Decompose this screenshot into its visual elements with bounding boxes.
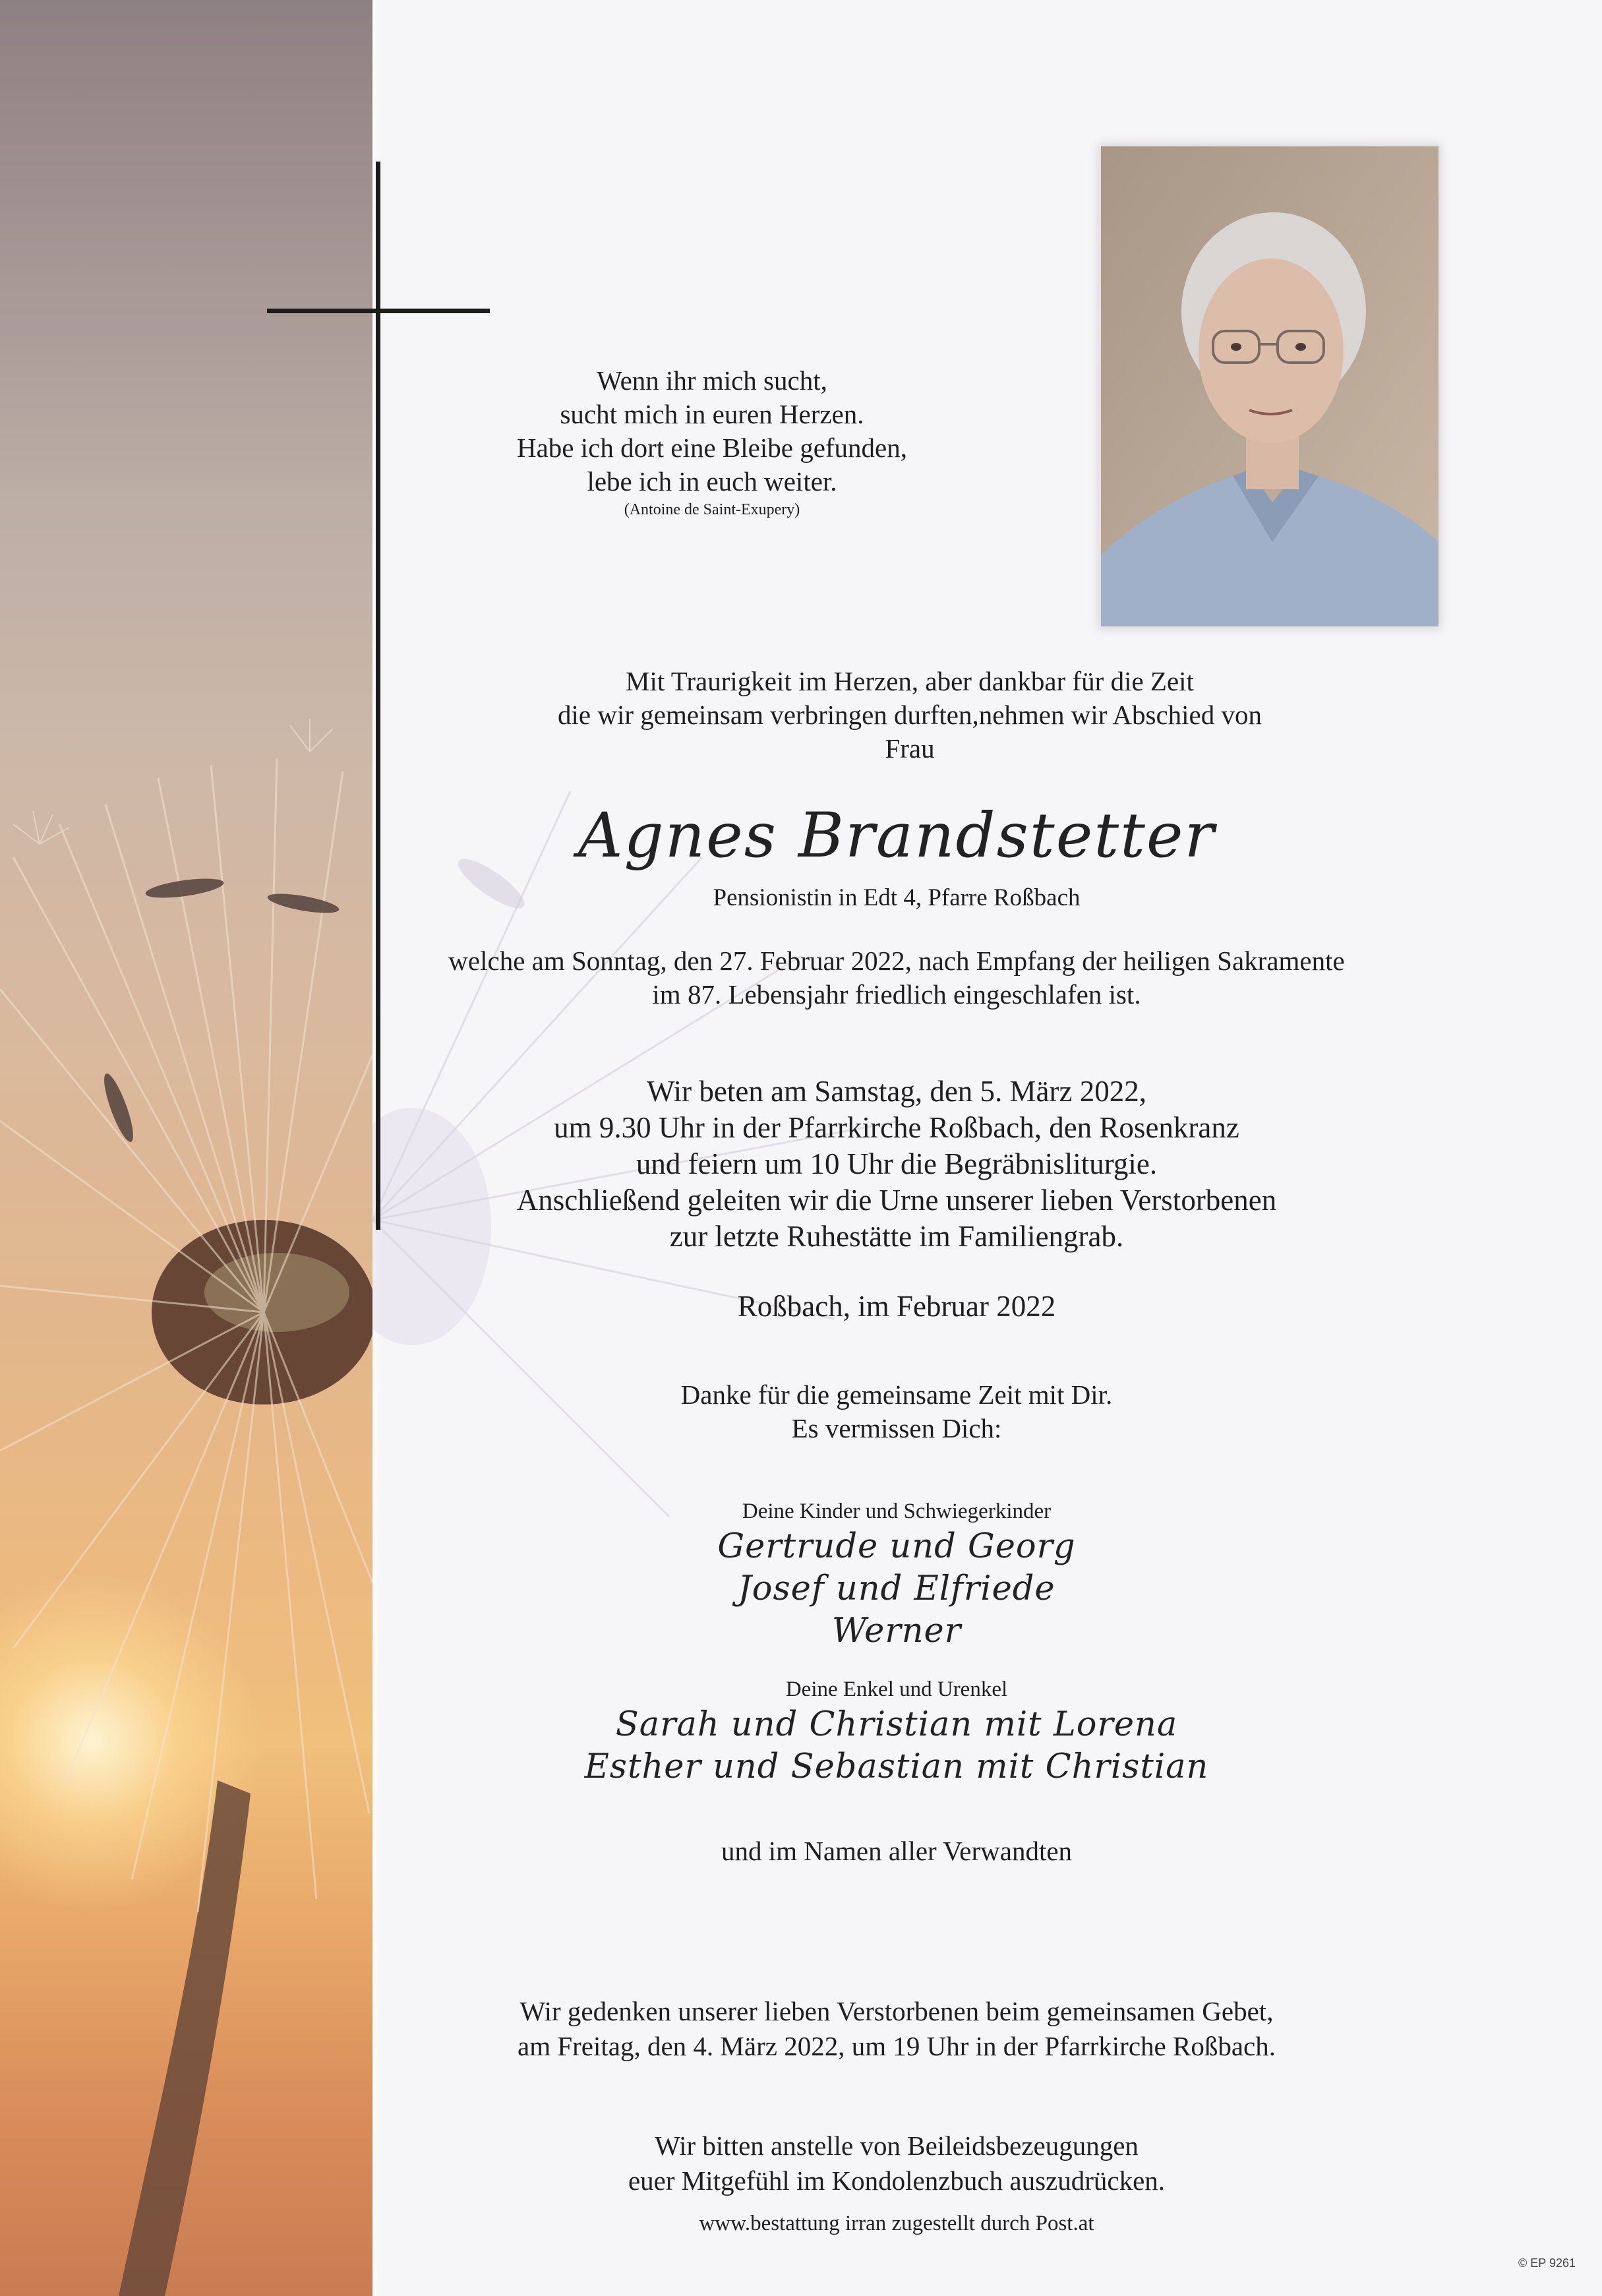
verse-line: Wenn ihr mich sucht, — [597, 365, 827, 396]
dandelion-illustration — [0, 0, 372, 2296]
children-group — [567, 1497, 1226, 1652]
cross-horizontal-bar — [267, 309, 490, 313]
intro-line: Mit Traurigkeit im Herzen, aber dankbar für die Zeit — [626, 666, 1194, 696]
service-line: um 9.30 Uhr in der Pfarrkirche Roßbach, den Rosenkranz — [554, 1111, 1239, 1144]
deceased-subtitle: Pensionistin in Edt 4, Pfarre Roßbach — [713, 884, 1081, 911]
prayer-info — [396, 1994, 1398, 2064]
prayer-line: am Freitag, den 4. März 2022, um 19 Uhr in der Pfarrkirche Roßbach. — [518, 2031, 1276, 2061]
deceased-name: Agnes Brandstetter — [578, 800, 1216, 872]
copyright-mark: © EP 9261 — [1518, 2256, 1576, 2270]
service-line: und feiern um 10 Uhr die Begräbnisliturgie. — [636, 1147, 1158, 1180]
service-line: Wir beten am Samstag, den 5. März 2022, — [647, 1075, 1146, 1108]
family-member-name: Sarah und Christian mit Lorena — [615, 1705, 1178, 1744]
verse-line: Habe ich dort eine Bleibe gefunden, — [517, 433, 907, 463]
relatives-note: und im Namen aller Verwandten — [721, 1836, 1073, 1866]
thanks-text — [567, 1378, 1226, 1445]
deceased-portrait-photo — [1101, 146, 1439, 626]
place-and-date: Roßbach, im Februar 2022 — [737, 1290, 1056, 1323]
intro-line: die wir gemeinsam verbringen durften,nehmen wir Abschied von — [558, 700, 1262, 730]
children-label: Deine Kinder und Schwiegerkinder — [742, 1499, 1052, 1523]
portrait-illustration — [1101, 146, 1439, 626]
death-notice — [369, 944, 1424, 1012]
service-line: zur letzte Ruhestätte im Familiengrab. — [669, 1220, 1124, 1253]
memorial-verse — [448, 364, 976, 521]
grandchildren-label: Deine Enkel und Urenkel — [785, 1677, 1008, 1701]
thanks-line: Danke für die gemeinsame Zeit mit Dir. — [680, 1379, 1113, 1410]
family-member-name: Gertrude und Georg — [717, 1527, 1076, 1566]
grandchildren-group — [501, 1675, 1292, 1788]
verse-author: (Antoine de Saint-Exupery) — [624, 501, 800, 518]
condolence-line: Wir bitten anstelle von Beileidsbezeugungen — [655, 2130, 1139, 2161]
verse-line: sucht mich in euren Herzen. — [560, 399, 864, 429]
death-notice-line: im 87. Lebensjahr friedlich eingeschlafen ist. — [652, 979, 1141, 1010]
verse-line: lebe ich in euch weiter. — [587, 466, 837, 497]
website-link[interactable]: www.bestattung irran zugestellt durch Post.at — [699, 2212, 1094, 2235]
dandelion-photo-panel — [0, 0, 372, 2296]
intro-text — [475, 665, 1345, 766]
family-member-name: Josef und Elfriede — [738, 1569, 1055, 1608]
family-member-name: Werner — [831, 1612, 962, 1650]
funeral-service-info — [422, 1073, 1371, 1255]
prayer-line: Wir gedenken unserer lieben Verstorbenen beim gemeinsamen Gebet, — [519, 1996, 1274, 2026]
intro-line: Frau — [885, 733, 935, 764]
death-notice-line: welche am Sonntag, den 27. Februar 2022, nach Empfang der heiligen Sakramente — [448, 946, 1345, 976]
service-line: Anschließend geleiten wir die Urne unserer lieben Verstorbenen — [516, 1184, 1277, 1217]
condolence-request — [475, 2129, 1319, 2198]
condolence-line: euer Mitgefühl im Kondolenzbuch auszudrücken. — [628, 2165, 1166, 2196]
thanks-line: Es vermissen Dich: — [791, 1413, 1002, 1443]
family-member-name: Esther und Sebastian mit Christian — [584, 1747, 1209, 1786]
cross-vertical-bar — [376, 162, 380, 1230]
